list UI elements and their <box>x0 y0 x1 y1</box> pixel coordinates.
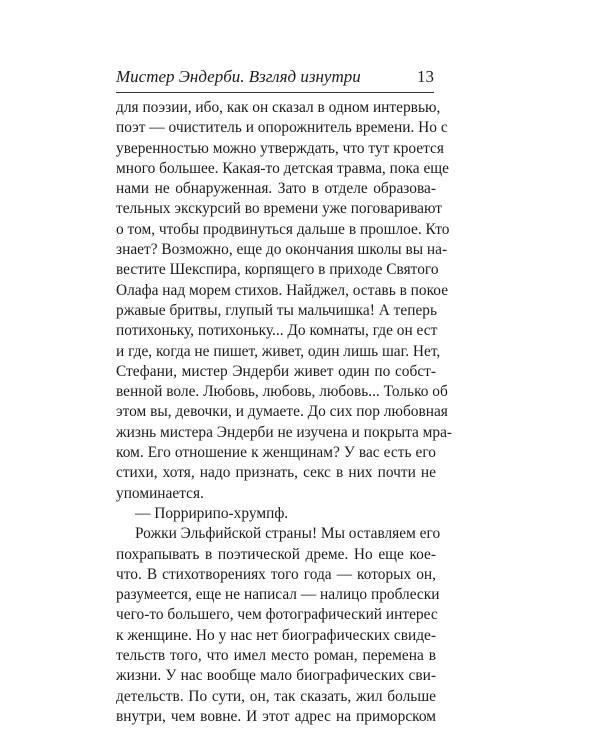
text-line: упоминается. <box>116 484 204 502</box>
running-title: Мистер Эндерби. Взгляд изнутри <box>116 67 361 86</box>
text-line: Рожки Эльфийской страны! Мы оставляем его <box>135 525 441 543</box>
text-line: потихоньку, потихоньку... До комнаты, где он ест <box>116 322 438 340</box>
text-line: Стефани, мистер Эндерби живет один по собст- <box>116 362 436 380</box>
text-line: детельств. По сути, он, так сказать, жил больше <box>116 687 436 705</box>
text-line: жизни. У нас вообще мало биографических сви- <box>116 667 436 685</box>
text-line: жизнь мистера Эндерби не изучена и покрыта мра- <box>116 423 453 441</box>
dialogue-line: — Порририпо-хрумпф. <box>135 504 289 522</box>
header-rule <box>116 92 434 93</box>
text-line: тельств того, что имел место роман, перемена в <box>116 647 436 665</box>
text-line: и где, когда не пишет, живет, один лишь шаг. Нет, <box>116 342 441 360</box>
text-line: похрапывать в поэтической дреме. Но еще кое- <box>116 545 436 563</box>
text-line: вестите Шекспира, корпящего в приходе Святого <box>116 261 439 279</box>
text-line: для поэзии, ибо, как он сказал в одном интервью, <box>116 99 441 116</box>
body-text <box>116 98 453 727</box>
text-line: что. В стихотворениях того года — которых он, <box>116 565 436 583</box>
text-line: нами не обнаруженная. Зато в отделе образова- <box>116 180 436 198</box>
text-line: Олафа над морем стихов. Найджел, оставь в покое <box>116 281 449 299</box>
text-line: внутри, чем вовне. И этот адрес на приморском <box>116 707 436 725</box>
text-line: ком. Его отношение к женщинам? У вас есть его <box>116 444 436 462</box>
text-line: уверенностью можно утверждать, что тут кроется <box>116 139 444 157</box>
text-line: разумеется, еще не написал — налицо проблески <box>116 586 440 604</box>
text-line: поэт — очиститель и опорожнитель времени. Но с <box>116 119 448 137</box>
text-line: ржавые бритвы, глупый ты мальчишка! А теперь <box>116 301 438 319</box>
running-header <box>116 67 434 91</box>
text-line: венной воле. Любовь, любовь, любовь... Только об <box>116 383 448 401</box>
text-line: стихи, хотя, надо признать, секс в них почти не <box>116 464 436 482</box>
text-line: чего-то большего, чем фотографический интерес <box>116 606 438 624</box>
text-line: о том, чтобы продвинуться дальше в прошлое. Кто <box>116 220 450 238</box>
text-line: знает? Возможно, еще до окончания школы вы на- <box>116 241 448 259</box>
page-number: 13 <box>417 67 434 86</box>
text-line: этом вы, девочки, и думаете. До сих пор любовная <box>116 403 448 421</box>
text-line: к женщине. Но у нас нет биографических свиде- <box>116 626 436 644</box>
text-line: много большее. Какая-то детская травма, пока еще <box>116 159 449 177</box>
text-line: тельных экскурсий во времени уже поговаривают <box>116 200 442 218</box>
